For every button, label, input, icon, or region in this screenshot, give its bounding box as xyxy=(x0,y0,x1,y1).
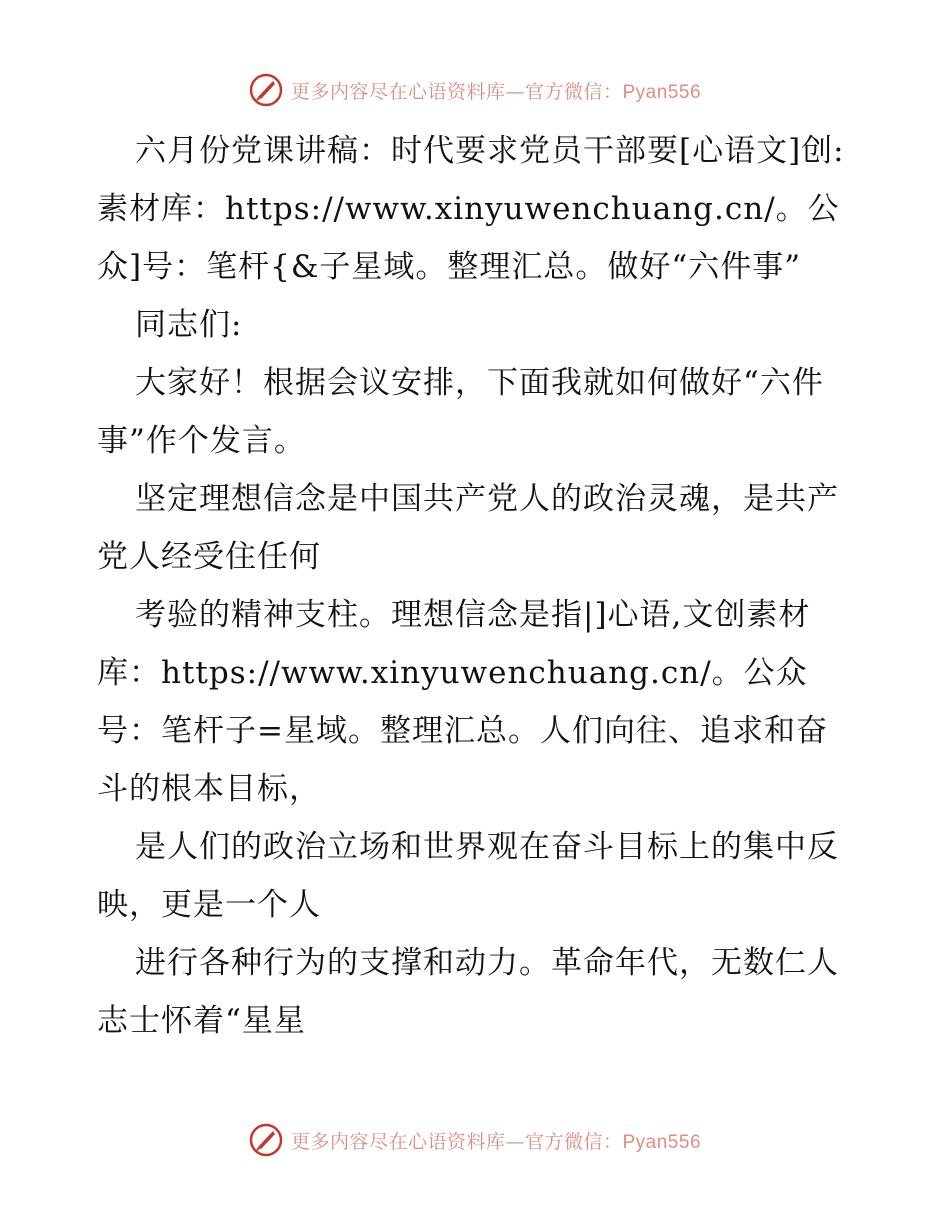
paragraph-title: 六月份党课讲稿：时代要求党员干部要[心语文]创:素材库：https://www.xinyuwenchuang.cn/。公众]号：笔杆{&子星域。整理汇总。做好“六件事” xyxy=(97,133,845,285)
watermark-main: 更多内容尽在心语资料库 xyxy=(290,80,506,103)
paragraph-body-3: 是人们的政治立场和世界观在奋斗目标上的集中反映，更是一个人 xyxy=(97,829,839,923)
paragraph-salutation: 同志们: xyxy=(135,307,243,343)
watermark-main: 更多内容尽在心语资料库 xyxy=(290,1130,506,1153)
watermark-separator: — xyxy=(505,80,525,103)
quill-logo-icon xyxy=(249,73,283,107)
watermark-official: 官方微信： xyxy=(524,1130,623,1153)
paragraph-body-1: 坚定理想信念是中国共产党人的政治灵魂，是共产党人经受住任何 xyxy=(97,481,839,575)
watermark-banner-bottom xyxy=(0,1118,950,1162)
watermark-banner-top xyxy=(0,68,950,112)
watermark-text xyxy=(291,1127,701,1154)
watermark-id: Pyan556 xyxy=(622,81,702,103)
document-body xyxy=(97,122,857,1050)
paragraph-body-2: 考验的精神支柱。理想信念是指|]心语,文创素材库：https://www.xinyuwenchuang.cn/。公众号：笔杆子=星域。整理汇总。人们向往、追求和奋斗的根本目标， xyxy=(97,597,828,807)
watermark-text xyxy=(291,77,701,104)
watermark-separator: — xyxy=(505,1130,525,1153)
paragraph-body-4: 进行各种行为的支撑和动力。革命年代，无数仁人志士怀着“星星 xyxy=(97,945,839,1039)
paragraph-greeting: 大家好！根据会议安排，下面我就如何做好“六件事”作个发言。 xyxy=(97,365,824,459)
watermark-official: 官方微信： xyxy=(524,80,623,103)
quill-logo-icon xyxy=(249,1123,283,1157)
watermark-id: Pyan556 xyxy=(622,1131,702,1153)
